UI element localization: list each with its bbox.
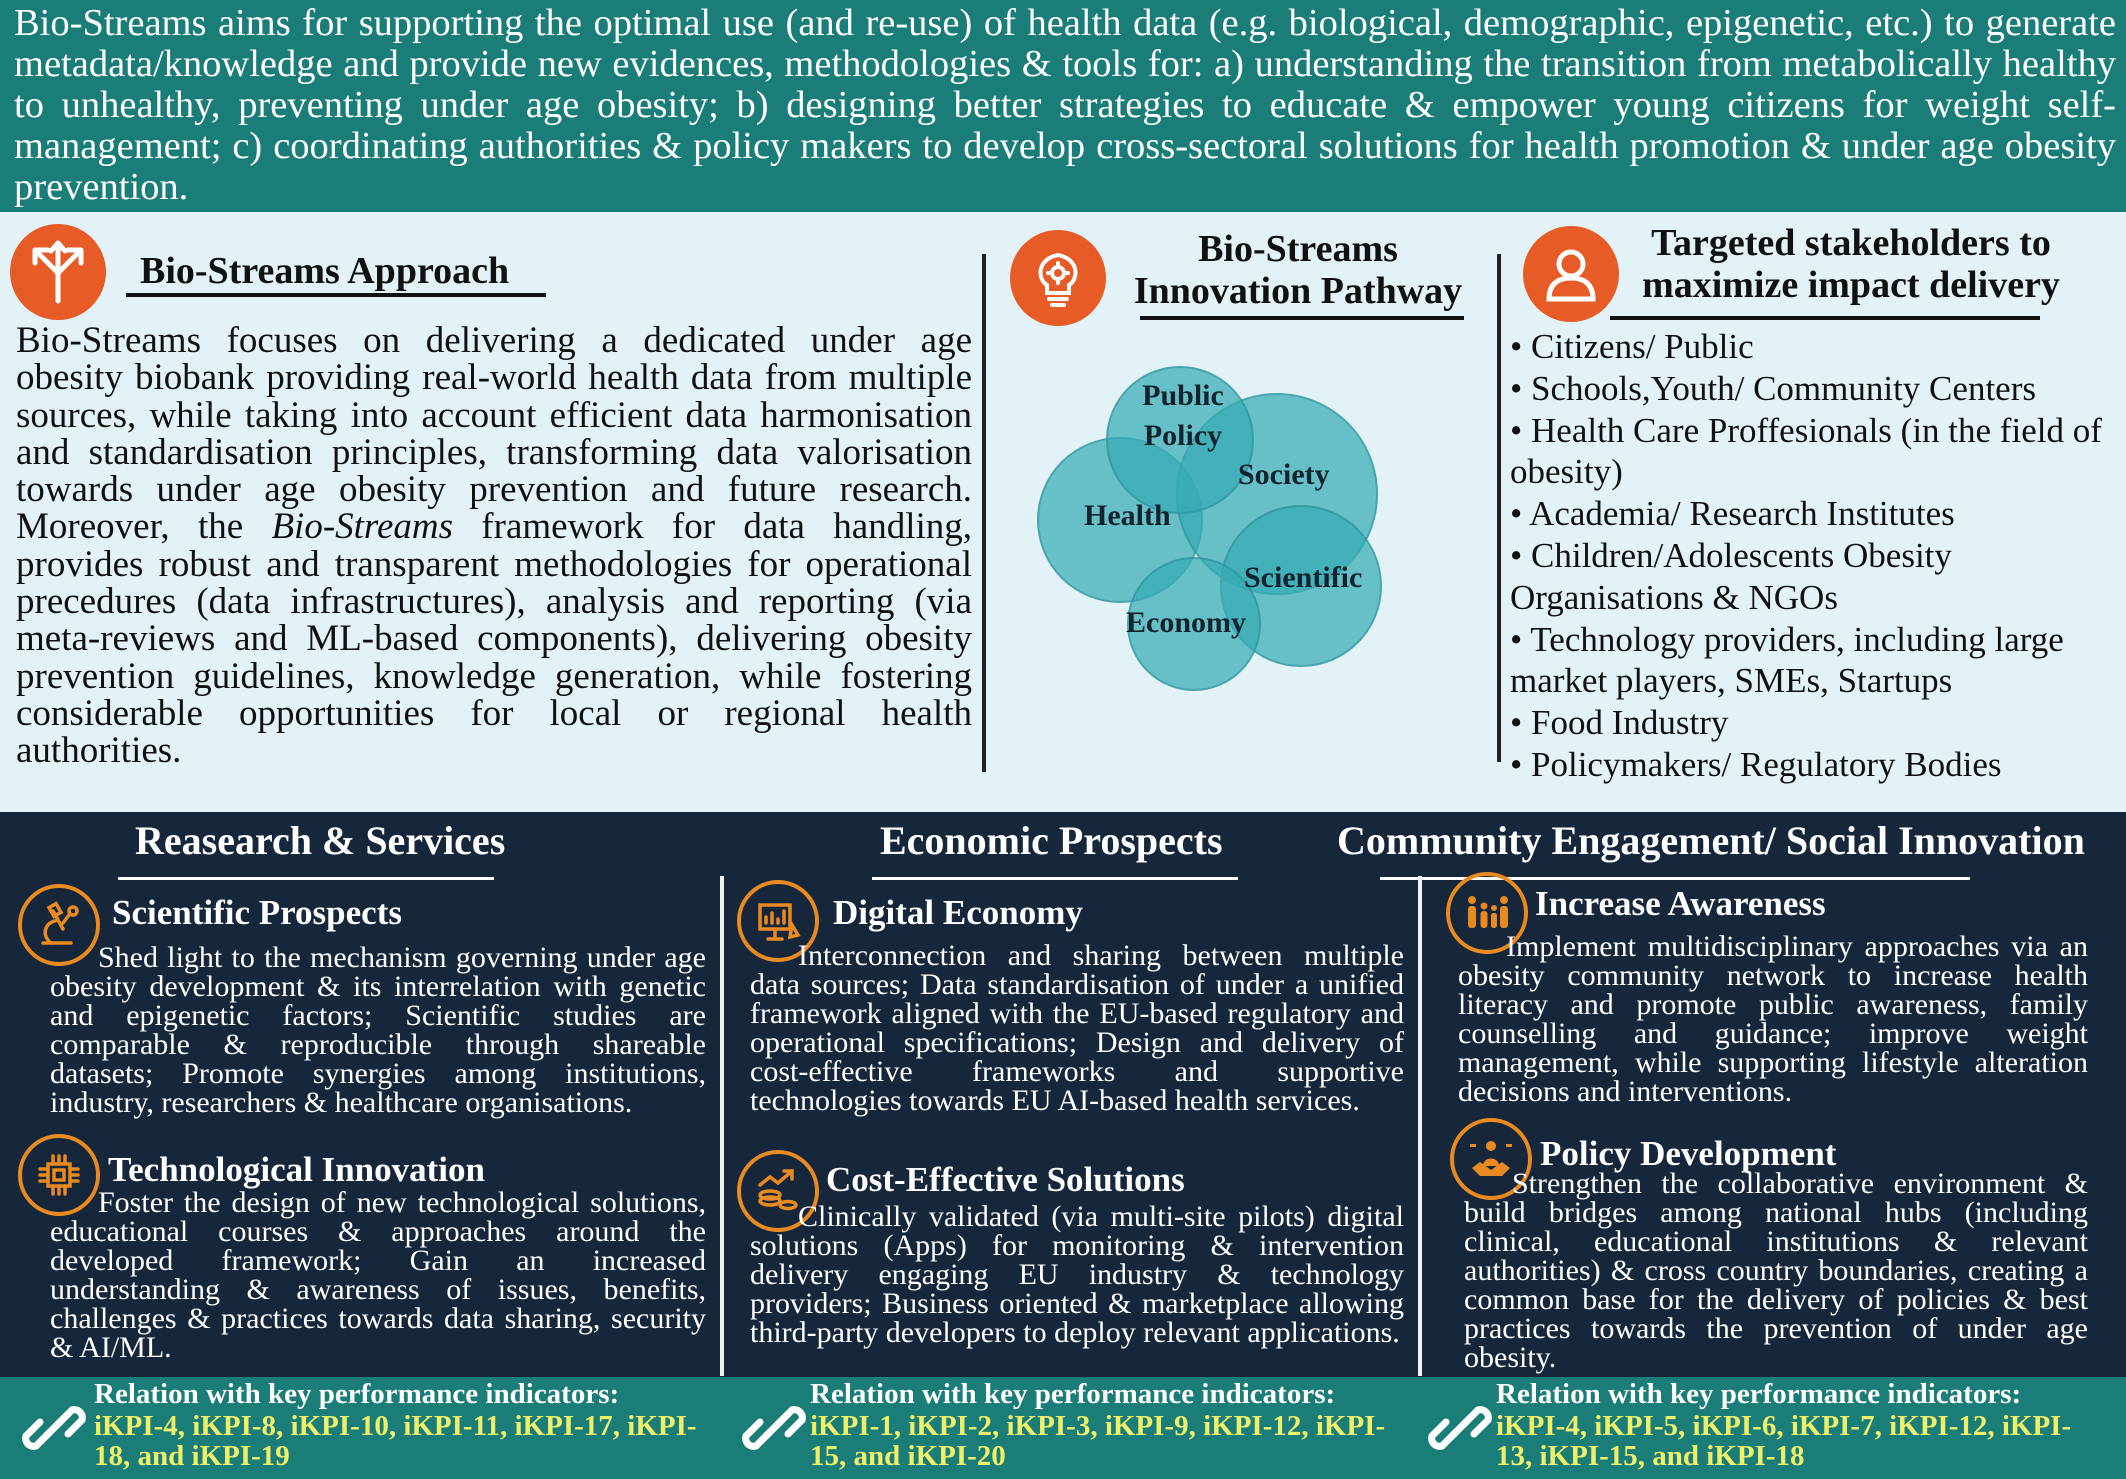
policy-development-title: Policy Development — [1540, 1134, 1837, 1173]
pathway-title-line2: Innovation Pathway — [1133, 270, 1463, 312]
community-kpi-values: iKPI-4, iKPI-5, iKPI-6, iKPI-7, iKPI-12, iKPI-13, iKPI-15, and iKPI-18 — [1496, 1410, 2072, 1472]
stakeholders-list — [1510, 326, 2110, 786]
list-item: • Technology providers, including large market players, SMEs, Startups — [1510, 619, 2064, 701]
venn-label-public-policy: Public Policy — [1142, 379, 1224, 452]
intro-banner — [0, 0, 2126, 212]
list-item: • Academia/ Research Institutes — [1510, 494, 1955, 534]
economic-kpi-heading: Relation with key performance indicators: — [810, 1378, 1336, 1410]
stakeholders-title — [1616, 222, 2086, 306]
arrows-split-icon — [10, 224, 106, 320]
approach-title: Bio-Streams Approach — [140, 250, 510, 292]
cost-effective-title: Cost-Effective Solutions — [826, 1160, 1185, 1199]
research-heading: Reasearch & Services — [135, 818, 506, 863]
pathway-title — [1108, 228, 1488, 312]
list-item: • Citizens/ Public — [1510, 327, 1754, 366]
stakeholders-underline — [1610, 316, 2040, 320]
scientific-prospects-title: Scientific Prospects — [112, 893, 402, 932]
link-icon — [22, 1396, 86, 1460]
venn-label-economy: Economy — [1126, 606, 1246, 639]
economic-heading-underline — [872, 877, 1238, 880]
approach-paragraph — [16, 322, 972, 770]
person-icon — [1523, 226, 1619, 322]
divider-left — [982, 254, 986, 772]
research-kpi-values: iKPI-4, iKPI-8, iKPI-10, iKPI-11, iKPI-17, iKPI-18, and iKPI-19 — [94, 1410, 697, 1472]
research-kpi-heading: Relation with key performance indicators: — [94, 1378, 620, 1410]
pathway-title-line1: Bio-Streams — [1198, 228, 1398, 270]
approach-text-part1: Bio-Streams focuses on delivering a dedicated under age obesity biobank providing real-world health data from multiple sources, while taking into account efficient data harmonisation and standardisation principles, transforming data valorisation towards under age obesity prevention and future research. Moreover, the — [16, 320, 972, 548]
venn-label-society: Society — [1238, 458, 1330, 491]
policy-development-text: Strengthen the collaborative environment & build bridges among national hubs (including clinical, educational institutions & relevant authorities) & cross country boundaries, creating a common base for the delivery of policies & best practices towards the prevention of under age obesity. — [1464, 1167, 2088, 1374]
link-icon — [1428, 1396, 1492, 1460]
lightbulb-gear-icon — [1010, 230, 1106, 326]
link-icon — [742, 1396, 806, 1460]
dark-divider-left — [720, 876, 724, 1376]
research-heading-underline — [118, 877, 494, 880]
stakeholders-title-line2: maximize impact delivery — [1642, 264, 2060, 306]
approach-text-italic: Bio-Streams — [271, 506, 454, 548]
list-item: • Children/Adolescents Obesity Organisations & NGOs — [1510, 535, 1952, 617]
intro-text: Bio-Streams aims for supporting the optimal use (and re-use) of health data (e.g. biological, demographic, epigenetic, etc.) to generate metadata/knowledge and provide new evidences, methodologies & tools for: a) understanding the transition from metabolically healthy to unhealthy, preventing under age obesity; b) designing better strategies to educate & empower young citizens for weight self-management; c) coordinating authorities & policy makers to develop cross-sectoral solutions for health promotion & under age obesity prevention. — [14, 2, 2116, 208]
scientific-prospects-text: Shed light to the mechanism governing under age obesity development & its interrelation with genetic and epigenetic factors; Scientific studies are comparable & reproducible through shareable datasets; Promote synergies among institutions, industry, researchers & healthcare organisations. — [50, 941, 706, 1119]
list-item: • Health Care Proffesionals (in the field of obesity) — [1510, 410, 2102, 492]
approach-underline — [126, 293, 546, 297]
economic-kpi-values: iKPI-1, iKPI-2, iKPI-3, iKPI-9, iKPI-12, iKPI-15, and iKPI-20 — [810, 1410, 1386, 1472]
cost-effective-text: Clinically validated (via multi-site pilots) digital solutions (Apps) for monitoring & intervention delivery engaging EU industry & technology providers; Business oriented & marketplace allowing third-party developers to deploy relevant applications. — [750, 1200, 1404, 1349]
venn-label-scientific: Scientific — [1244, 561, 1363, 594]
list-item: • Policymakers/ Regulatory Bodies — [1510, 744, 2002, 784]
community-heading: Community Engagement/ Social Innovation — [1337, 818, 2085, 863]
digital-economy-title: Digital Economy — [833, 893, 1083, 932]
list-item: • Food Industry — [1510, 703, 1729, 743]
increase-awareness-title: Increase Awareness — [1535, 884, 1826, 923]
approach-text-part2: framework for data handling, provides robust and transparent methodologies for operational precedures (data infrastructures), analysis and reporting (via meta-reviews and ML-based components), delivering obesity prevention guidelines, knowledge generation, while fostering considerable opportunities for local or regional health authorities. — [16, 506, 973, 772]
list-item: • Schools,Youth/ Community Centers — [1510, 368, 2036, 408]
increase-awareness-text: Implement multidisciplinary approaches via an obesity community network to increase health literacy and promote public awareness, family counselling and guidance; improve weight management, while supporting lifestyle alteration decisions and interventions. — [1458, 930, 2088, 1108]
community-kpi-heading: Relation with key performance indicators: — [1496, 1378, 2022, 1410]
divider-right — [1497, 254, 1501, 762]
digital-economy-text: Interconnection and sharing between multiple data sources; Data standardisation of under a unified framework aligned with the EU-based regulatory and operational specifications; Design and delivery of cost-effective frameworks and supportive technologies towards EU AI-based health services. — [750, 939, 1404, 1117]
technological-innovation-text: Foster the design of new technological solutions, educational courses & approaches around the developed framework; Gain an increased understanding & awareness of issues, benefits, challenges & practices towards data sharing, security & AI/ML. — [50, 1186, 706, 1364]
economic-heading: Economic Prospects — [880, 818, 1223, 863]
dark-divider-right — [1418, 876, 1422, 1376]
technological-innovation-title: Technological Innovation — [108, 1150, 485, 1189]
stakeholders-title-line1: Targeted stakeholders to — [1651, 222, 2051, 264]
pathway-underline — [1140, 316, 1464, 320]
venn-label-health: Health — [1084, 499, 1171, 532]
